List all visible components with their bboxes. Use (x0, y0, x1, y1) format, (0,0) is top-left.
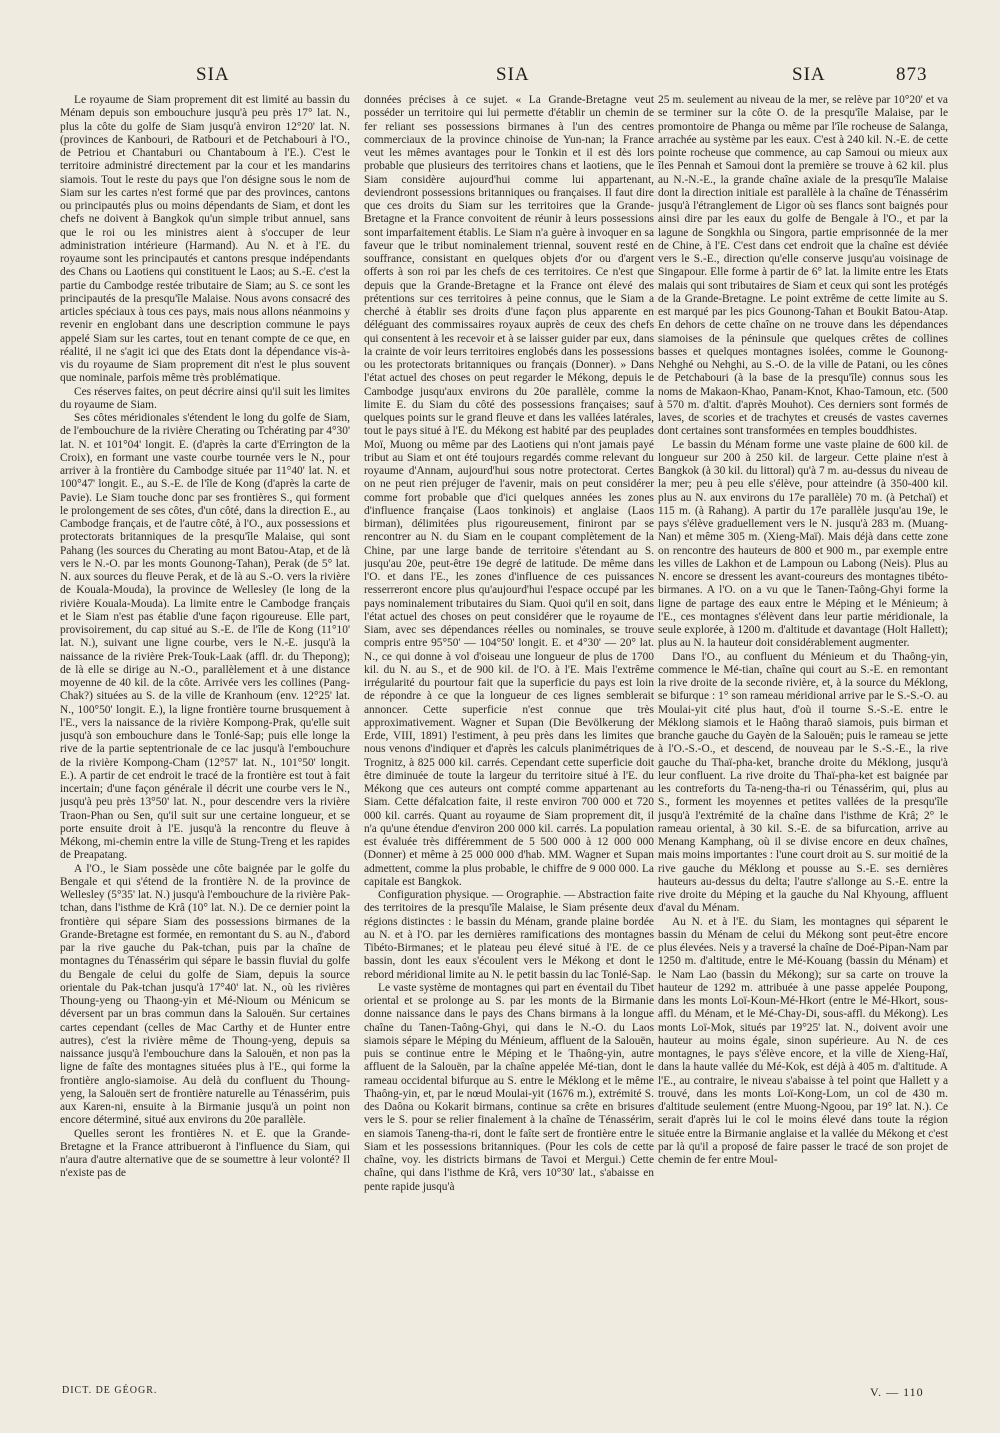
paragraph: données précises à ce sujet. « La Grande-Bretagne veut posséder un territoire qui lui permette d'établir un chemin de fer reliant ses possessions birmanes à l'un des centres commerciaux de la province chinoise de Yun-nan; la France veut les mêmes avantages pour le Tonkin et il est dès lors probable que plusieurs des territoires chans et laotiens, que le Siam considère aujourd'hui comme lui appartenant, deviendront possessions britanniques ou françaises. Il faut dire que ces droits du Siam sur les territoires que la Grande-Bretagne et la France convoitent de réunir à leurs possessions sont imparfaitement établis. Le Siam n'a guère à invoquer en sa faveur que le tribut nominalement triennal, souvent resté en souffrance, consistant en quelques objets d'or ou d'argent offerts à son roi par les chefs de ces territoires. Ce n'est que depuis que la Grande-Bretagne et la France ont élevé des prétentions sur ces territoires à peine connus, que le Siam a cherché à établir ses droits d'une façon plus apparente en déléguant des commissaires royaux auprès de ceux des chefs qui consentent à les recevoir et à se laisser guider par eux, dans la crainte de voir leurs territoires englobés dans les possessions ou les protectorats britanniques ou français (Donner). » Dans l'état actuel des choses on peut regarder le Mékong, depuis le Cambodge jusqu'aux environs du 20e parallèle, comme la limite E. du Siam du côté des possessions françaises; sauf quelques points sur le grand fleuve et dans les vallées latérales, tout le pays situé à l'E. du Mékong est habité par des peuplades Moï, Muong ou même par des Laotiens qui n'ont jamais payé tribut au Siam et ont été toujours regardés comme relevant du royaume d'Annam, aujourd'hui sous notre protectorat. Certes on ne peut rien préjuger de l'avenir, mais on peut considérer comme fort probable que d'ici quelques années les zones d'influence française (Laos tonkinois) et anglaise (Laos birman), délimitées plus rigoureusement, finiront par se rencontrer au N. du Siam en le coupant complètement de la Chine, par une large bande de territoire s'étendant au S. jusqu'au 20e, peut-être 19e degré de latitude. De même dans l'O. et dans l'E., les zones d'influence de ces puissances resserreront encore plus qu'aujourd'hui l'espace occupé par les pays nominalement tributaires du Siam. Quoi qu'il en soit, dans l'état actuel des choses on peut considérer que le royaume de Siam, avec ses dépendances réelles ou nominales, se trouve compris entre 95°50' — 104°50' longit. E. et 4°30' — 20° lat. N., ce qui donne à vol d'oiseau une longueur de plus de 1700 kil. du N. au S., et de 900 kil. de l'O. à l'E. Mais l'extrême irrégularité du pourtour fait que la superficie du pays est loin de répondre à ce que la longueur de ces lignes semblerait annoncer. Cette superficie n'est connue que très approximativement. Wagner et Supan (Die Bevölkerung der Erde, VIII, 1891) l'estiment, à peu près dans les limites que nous venons d'indiquer et d'après les calculs planimétriques de Trognitz, à 825 000 kil. carrés. Cependant cette superficie doit être diminuée de toute la largeur du territoire situé à l'E. du Mékong que ces auteurs ont compté comme appartenant au Siam. Cette défalcation faite, il reste environ 700 000 et 720 000 kil. carrés. Quant au royaume de Siam proprement dit, il n'a qu'une étendue d'environ 200 000 kil. carrés. La population est évaluée très différemment de 5 500 000 à 12 000 000 (Donner) et même à 25 000 000 d'hab. MM. Wagner et Supan admettent, comme la plus probable, le chiffre de 9 000 000. La capitale est Bangkok. (364, 94, 654, 888)
paragraph: Le vaste système de montagnes qui part en éventail du Tibet oriental et se prolonge au S. par les monts de la Birmanie donne naissance dans le pays des Chans birmans à la longue chaîne du Tanen-Taông-Ghyi, qui dans le N.-O. du Laos siamois sépare le Méping du Ménieum, affluent de la Salouën, puis se continue entre le Méping et le Thaông-yin, autre affluent de la Salouën, par la chaîne appelée Mé-tian, dont le rameau occidental bifurque au S. entre le Méklong et le même Thaông-yin, et, par le nœud Moulai-yit (1676 m.), extrémité S. des Daôna ou Kokarit birmans, continue sa crête en brisures vers le S. pour se relier finalement à la chaîne de Ténassérim, en siamois Taneng-tha-ri, dont le faîte sert de frontière entre le Siam et les possessions britanniques. (Pour les cols de cette chaîne, voy. les districts birmans de Tavoi et Mergui.) Cette chaîne, qui dans l'isthme de Krâ, vers 10°30' lat., s'abaisse en pente rapide jusqu'à (364, 981, 654, 1193)
running-head-right: SIA (792, 64, 826, 85)
paragraph: Quelles seront les frontières N. et E. que la Grande-Bretagne et la France attribueront à l'influence du Siam, qui n'aura d'autre alternative que de se soumettre à leur volonté? Il n'existe pas de (60, 1127, 350, 1180)
running-head-center: SIA (496, 64, 530, 85)
running-head-left: SIA (196, 64, 230, 85)
footer-volume: V. — 110 (870, 1385, 924, 1399)
paragraph: 25 m. seulement au niveau de la mer, se relève par 10°20' et va se terminer sur la côte O. de la presqu'île Malaise, par le promontoire de Phanga ou même par l'île rocheuse de Salanga, arrachée au système par les eaux. C'est à 240 kil. N.-E. de cette pointe rocheuse que commence, au cap Samoui ou mieux aux îles Pennah et Samoui dont la première se trouve à 62 kil. plus au N.-N.-E., la grande chaîne axiale de la presqu'île Malaise dont la direction initiale est parallèle à la chaîne de Ténassérim jusqu'à l'étranglement de Ligor où ses flancs sont baignés pour ainsi dire par les eaux du golfe de Bengale à l'O., et par la lagune de Songkhla ou Singora, partie emprisonnée de la mer de Chine, à l'E. C'est dans cet endroit que la chaîne est déviée vers le S.-E., direction qu'elle conserve jusqu'au voisinage de Singapour. Elle forme à partir de 6° lat. la limite entre les Etats malais qui sont tributaires de Siam et ceux qui sont les protégés de la Grande-Bretagne. Le point extrême de cette limite au S. est marqué par les pics Gounong-Tahan et Boukit Batou-Atap. En dehors de cette chaîne on ne trouve dans les dépendances siamoises de la péninsule que quelques crêtes de collines basses et quelques montagnes isolées, comme le Gounong-Nehghé ou Nehghi, au S.-O. de la ville de Patani, ou les cônes de Petchabouri (à la base de la presqu'île) connus sous les noms de Makaon-Khao, Panam-Knot, Khao-Tamoun, etc. (500 à 570 m. d'altit. d'après Mouhot). Ces derniers sont formés de laves, de scories et de trachytes et creusés de vastes cavernes dont certaines sont transformées en temples bouddhistes. (658, 94, 948, 438)
paragraph: Au N. et à l'E. du Siam, les montagnes qui séparent le bassin du Ménam de celui du Mékong sont peut-être encore plus élevées. Neis y a traversé la chaîne de Doé-Pipan-Nam par 1250 m. d'altitude, entre le Mé-Kouang (bassin du Ménam) et le Nam Lao (bassin du Mékong); sur sa carte on trouve la hauteur de 1292 m. attribuée à une passe appelée Poupong, dans les monts Loï-Koun-Mé-Hkort (entre le Mé-Hkort, sous-affl. du Ménam, et le Mé-Chay-Di, sous-affl. du Mékong). Les monts Loï-Mok, situés par 19°25' lat. N., doivent avoir une hauteur au moins égale, sinon supérieure. Au N. de ces montagnes, le pays s'élève encore, et la ville de Xieng-Haï, dans la haute vallée du Mé-Kok, est déjà à 405 m. d'altitude. A l'E., au contraire, le niveau s'abaisse à tel point que Hallett y a trouvé, dans les monts Loï-Kong-Lom, un col de 430 m. d'altitude seulement (entre Muong-Ngoou, par 19° lat. N.). Ce serait d'après lui le col le moins élevé dans toute la région située entre la Birmanie anglaise et la vallée du Mékong et c'est par là qu'il a proposé de faire passer le tracé de son projet de chemin de fer entre Moul- (658, 915, 948, 1166)
paragraph: Le royaume de Siam proprement dit est limité au bassin du Ménam depuis son embouchure jusqu'à peu près 17° lat. N., plus la côte du golfe de Siam jusqu'à environ 12°20' lat. N. (provinces de Kanbouri, de Ratbouri et de Petchabouri à l'O., de Petriou et Chantaburi ou Chantaboum à l'E.). C'est le territoire administré directement par la cour et les mandarins siamois. Tout le reste du pays que l'on désigne sous le nom de Siam sur les cartes n'est formé que par des provinces, cantons ou principautés plus ou moins dépendants de Siam, et dont les chefs ne doivent à Bangkok qu'un simple tribut annuel, sans que le roi ou les ministres aient à s'occuper de leur administration intérieure (Harmand). Au N. et à l'E. du royaume sont les principautés et cantons presque indépendants des Chans ou Laotiens qui constituent le Laos; au S.-E. c'est la partie du Cambodge restée tributaire de Siam; au S. ce sont les principautés de la presqu'île Malaise. Nous avons consacré des articles spéciaux à tous ces pays, mais nous allons néanmoins y revenir en englobant dans une description commune le pays appelé Siam sur les cartes, tout en tenant compte de ce que, en réalité, il ne s'agit ici que des Etats dont la dépendance vis-à-vis du royaume de Siam proprement dit n'est le plus souvent que nominale, parfois même très problématique. (60, 94, 350, 385)
paragraph: Dans l'O., au confluent du Ménieum et du Thaông-yin, commence le Mé-tian, chaîne qui court au S.-E. en remontant la rive droite de la seconde rivière, et, à la source du Méklong, se bifurque : 1° son rameau méridional arrive par le S.-S.-O. au Moulai-yit cité plus haut, d'où il tourne S.-S.-E. entre le Méklong siamois et le Haông tharaô siamois, puis birman et branche gauche du Gayèn de la Salouën; puis le rameau se jette à l'O.-S.-O., et descend, de nouveau par le S.-S.-E., la rive gauche du Thaï-pha-ket, branche droite du Méklong, jusqu'à leur confluent. La rive droite du Thaï-pha-ket est baignée par les contreforts du Ta-neng-tha-ri ou Ténassérim, qui, plus au S., forment les moyennes et petites vallées de la presqu'île jusqu'à l'extrémité de la chaîne dans l'isthme de Krâ; 2° le rameau oriental, à 30 kil. S.-E. de sa bifurcation, arrive au Menang Kamphang, où il se divise encore en deux chaînes, mais moins importantes : l'une court droit au S. sur moitié de la rive gauche du Méklong et pousse au S.-E. ses dernières hauteurs au-dessus du delta; l'autre s'allonge au S.-E. entre la rive droite du Méping et la gauche du Nal Khyoung, affluent d'aval du Ménam. (658, 650, 948, 915)
paragraph: Ces réserves faites, on peut décrire ainsi qu'il suit les limites du royaume de Siam. (60, 385, 350, 411)
text-column-3 (658, 94, 948, 1370)
page-number: 873 (896, 64, 928, 85)
paragraph: Ses côtes méridionales s'étendent le long du golfe de Siam, de l'embouchure de la rivière Cherating ou Tchérating par 4°30' lat. N. et 101°04' longit. E. (d'après la carte d'Errington de la Croix), en formant une vaste courbe tournée vers le N., pour arriver à la frontière du Cambodge située par 11°40' lat. N. et 100°47' longit. E., au S.-E. de l'île de Kong (d'après la carte de Pavie). Le Siam touche donc par ses frontières S., qui forment le prolongement de ses côtes, d'un côté, dans la direction E., au Cambodge français, et de l'autre côté, à l'O., aux possessions et protectorats britanniques de la presqu'île Malaise, qui sont Pahang (les sources du Cherating au mont Batou-Atap, et de là vers le N.-O. par les monts Gounong-Tahan), Perak (de 5° lat. N. aux sources du fleuve Perak, et de là au S.-O. vers la rivière de Kouala-Mouda), la province de Wellesley (le long de la rivière Kouala-Mouda). La limite entre le Cambodge français et le Siam n'est pas établie d'une façon rigoureuse. Elle part, provisoirement, du cap situé au S.-E. de l'île de Kong (11°10' lat. N.), suivant une ligne courbe, vers le N.-E. jusqu'à la naissance de la rivière Prek-Touk-Laak (affl. dr. du Thepong); de là elle se dirige au N.-O., parallèlement et à une distance moyenne de 40 kil. de la côte. Arrivée vers les collines (Pang-Chak?) situées au S. de la ville de Kranhoum (env. 12°25' lat. N., 100°50' longit. E.), la ligne frontière tourne brusquement à l'E., vers la naissance de la rivière Kompong-Prak, qu'elle suit jusqu'à son embouchure dans le Tonlé-Sap; puis elle longe la rive de la partie septentrionale de ce lac jusqu'à l'embouchure de la rivière Kompong-Cham (12°57' lat. N., 101°50' longit. E.). A partir de cet endroit le tracé de la frontière est tout à fait incertain; d'une façon générale il décrit une courbe vers le N., jusqu'à peu près 13°50' lat. N., pour descendre vers la rivière Traon-Phan ou Sen, qu'il suit sur une certaine longueur, et se porte ensuite droit à l'E. jusqu'à la rencontre du fleuve à Mékong, mi-chemin entre la ville de Stung-Treng et les rapides de Preapatang. (60, 412, 350, 862)
text-column-1 (60, 94, 350, 1370)
paragraph: Le bassin du Ménam forme une vaste plaine de 600 kil. de longueur sur 200 à 250 kil. de largeur. Cette plaine n'est à Bangkok (à 30 kil. du littoral) qu'à 7 m. au-dessus du niveau de la mer; peu à peu elle s'élève, pour atteindre (à 350-400 kil. plus au N. aux environs du 17e parallèle) 70 m. (à Petchaï) et 115 m. (à Rahang). A partir du 17e parallèle jusqu'au 19e, le pays s'élève graduellement vers le N. jusqu'à 283 m. (Muang-Nan) et même 305 m. (Xieng-Maï). Mais déjà dans cette zone on rencontre des hauteurs de 800 et 900 m., par exemple entre les villes de Lakhon et de Lampoun ou Labong (Neis). Plus au N. encore se dressent les avant-coureurs des montagnes tibéto-birmanes. A l'O. on a vu que le Tanen-Taông-Ghyi forme la ligne de partage des eaux entre le Méping et le Ménieum; à l'E., ces montagnes s'élèvent dans leur partie méridionale, la seule explorée, à 1200 m. d'altitude et davantage (Holt Hallett); plus au N. la hauteur doit considérablement augmenter. (658, 438, 948, 650)
text-column-2 (364, 94, 654, 1370)
footer-signature: DICT. DE GÉOGR. (62, 1385, 158, 1396)
paragraph: A l'O., le Siam possède une côte baignée par le golfe du Bengale et qui s'étend de la frontière N. de la province de Wellesley (5°35' lat. N.) jusqu'à l'embouchure de la rivière Pak-tchan, dans l'isthme de Krâ (10° lat. N.). De ce dernier point la frontière qui sépare Siam des possessions birmanes de la Grande-Bretagne est formée, en remontant du S. au N., d'abord par la rive gauche du Pak-tchan, puis par la chaîne de montagnes du Ténassérim qui sépare le bassin fluvial du golfe du Bengale de celui du golfe de Siam, depuis la source orientale du Pak-tchan jusqu'à 17°40' lat. N., où les rivières Thoung-yeng ou Thaong-yin et Mé-Nioum ou Ménicum se déversent par un bras commun dans la Salouën. Sur certaines cartes cependant (celles de Mac Carthy et de Hunter entre autres), c'est la rivière même de Thoung-yeng, depuis sa naissance jusqu'à l'embouchure dans la Salouën, et non pas la ligne de faîte des montagnes situées plus à l'E., qui forme la frontière anglo-siamoise. Au delà du confluent du Thoung-yeng, la Salouën sert de frontière naturelle au Ténassérim, puis aux Karen-ni, ensuite à la Birmanie jusqu'à un point non encore déterminé, situé aux environs du 20e parallèle. (60, 862, 350, 1127)
paragraph: Configuration physique. — Orographie. — Abstraction faite des territoires de la presqu'île Malaise, le Siam présente deux régions distinctes : le bassin du Ménam, grande plaine bordée au N. et à l'O. par les dernières ramifications des montagnes Tibéto-Birmanes; et le plateau peu élevé situé à l'E. de ce bassin, dont les eaux s'écoulent vers le Mékong et dont le rebord méridional limite au N. le petit bassin du lac Tonlé-Sap. (364, 889, 654, 981)
